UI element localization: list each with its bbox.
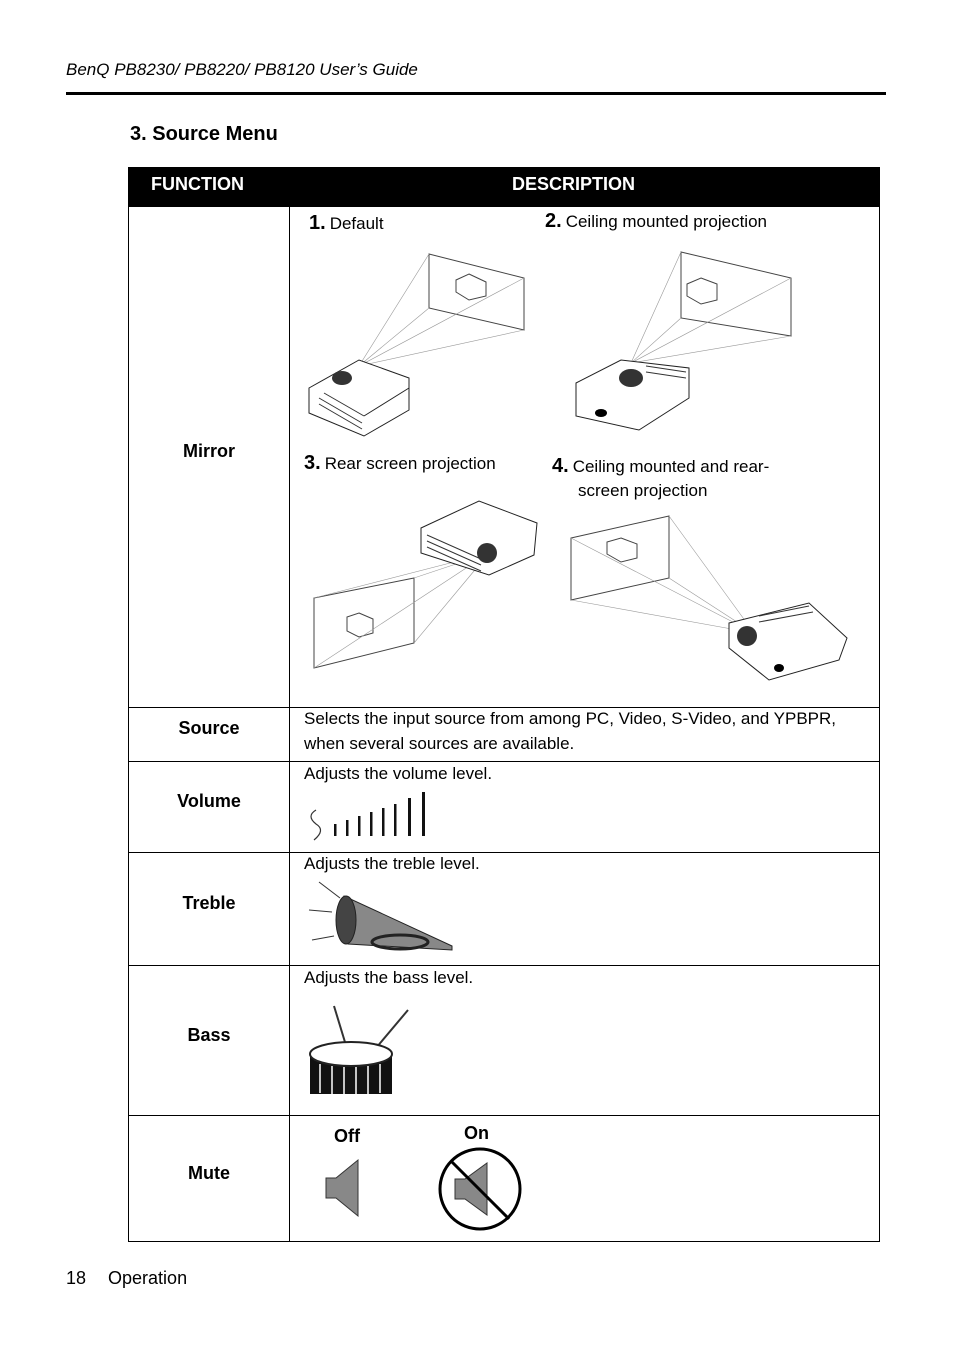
column-header-description: DESCRIPTION bbox=[512, 174, 636, 194]
option-number: 4. bbox=[552, 455, 569, 477]
ceiling-rear-projection-illustration bbox=[569, 508, 859, 688]
option-number: 3. bbox=[304, 452, 321, 474]
bass-description: Adjusts the bass level. bbox=[304, 968, 474, 987]
mirror-option-default bbox=[309, 212, 384, 235]
section-title: 3. Source Menu bbox=[130, 123, 278, 145]
mirror-option-ceiling bbox=[545, 210, 767, 233]
horn-icon bbox=[304, 878, 464, 953]
function-label-volume: Volume bbox=[177, 791, 241, 811]
mirror-option-ceiling-rear bbox=[552, 454, 769, 503]
volume-bars-icon bbox=[304, 790, 434, 848]
option-text: Ceiling mounted projection bbox=[565, 212, 767, 231]
option-number: 1. bbox=[309, 212, 326, 234]
volume-description: Adjusts the volume level. bbox=[304, 764, 493, 783]
speaker-off-icon bbox=[322, 1156, 372, 1220]
drum-icon bbox=[306, 1000, 416, 1098]
function-label-treble: Treble bbox=[182, 893, 236, 913]
footer-section: Operation bbox=[108, 1268, 188, 1288]
function-label-bass: Bass bbox=[187, 1025, 231, 1045]
source-description bbox=[304, 706, 836, 756]
option-text: screen projection bbox=[578, 481, 708, 500]
table-header bbox=[129, 168, 879, 207]
function-label-source: Source bbox=[178, 718, 240, 738]
source-menu-table bbox=[128, 167, 880, 1242]
option-text: Ceiling mounted and rear- bbox=[572, 457, 770, 476]
function-label-mute: Mute bbox=[188, 1163, 230, 1183]
document-header: BenQ PB8230/ PB8220/ PB8120 User’s Guide bbox=[66, 60, 418, 79]
option-number: 2. bbox=[545, 210, 562, 232]
speaker-muted-icon bbox=[435, 1143, 525, 1233]
default-projection-illustration bbox=[304, 248, 529, 438]
mute-off-label: Off bbox=[334, 1126, 360, 1146]
option-text: Rear screen projection bbox=[324, 454, 496, 473]
page-number: 18 bbox=[66, 1268, 87, 1288]
row-divider bbox=[129, 761, 879, 762]
rear-projection-illustration bbox=[309, 493, 539, 688]
header-rule bbox=[66, 92, 886, 95]
column-divider bbox=[289, 207, 290, 1241]
description-line: Selects the input source from among PC, Video, S-Video, and YPBPR, bbox=[304, 709, 837, 728]
row-divider bbox=[129, 965, 879, 966]
row-divider bbox=[129, 852, 879, 853]
column-header-function: FUNCTION bbox=[151, 174, 244, 194]
treble-description: Adjusts the treble level. bbox=[304, 854, 480, 873]
row-divider bbox=[129, 1115, 879, 1116]
mute-on-label: On bbox=[464, 1123, 489, 1143]
page-footer bbox=[66, 1268, 209, 1289]
function-label-mirror: Mirror bbox=[182, 441, 235, 461]
description-line: when several sources are available. bbox=[304, 734, 575, 753]
mirror-option-rear bbox=[304, 452, 496, 475]
option-text: Default bbox=[329, 214, 384, 233]
ceiling-projection-illustration bbox=[571, 248, 796, 438]
